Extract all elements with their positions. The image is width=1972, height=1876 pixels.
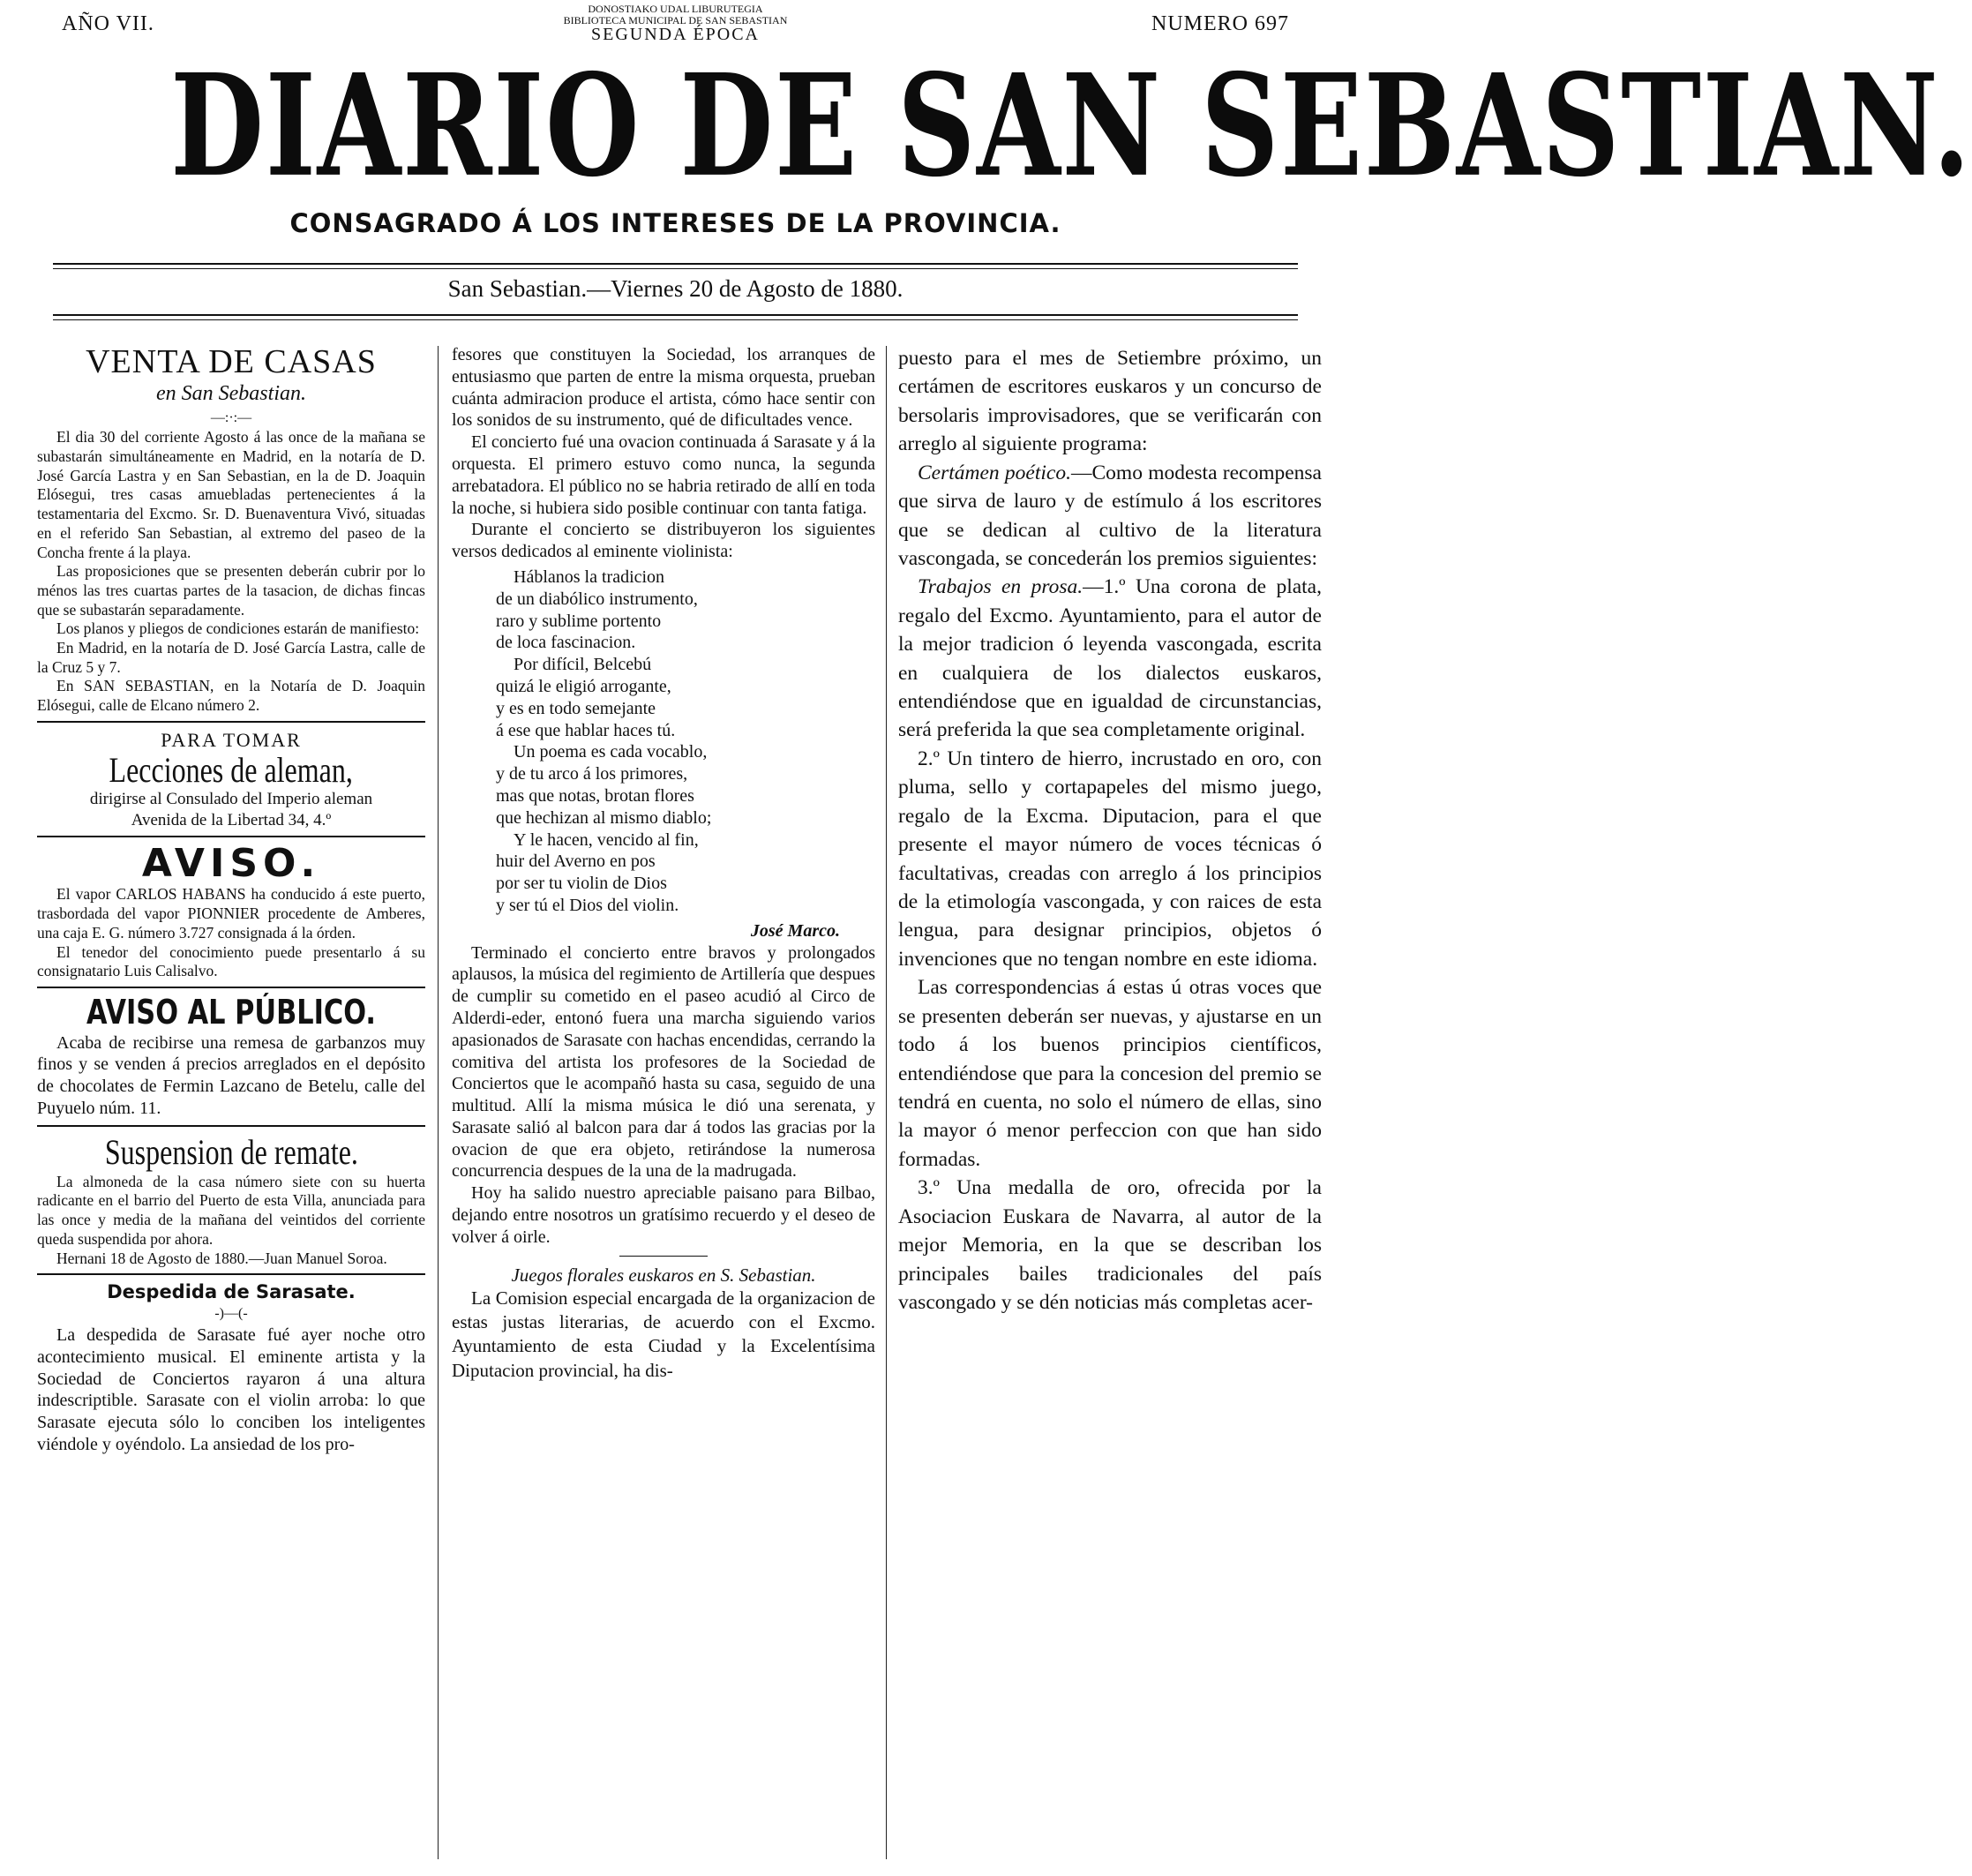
ad-venta-casas-paragraph: En SAN SEBASTIAN, en la Notaría de D. Joaquin Elósegui, calle de Elcano número 2. — [37, 677, 425, 714]
newspaper-subtitle: CONSAGRADO Á LOS INTERESES DE LA PROVINCIA. — [289, 208, 1061, 238]
ad-remate-paragraph: Hernani 18 de Agosto de 1880.—Juan Manuel Soroa. — [56, 1249, 387, 1267]
archive-line-2: BIBLIOTECA MUNICIPAL DE SAN SEBASTIAN — [563, 14, 788, 26]
ad-aviso-publico-paragraph: Acaba de recibirse una remesa de garbanzos muy finos y se venden á precios arreglados en el depósito de chocolates de Fermin Lazcano de Betelu, calle del Puyuelo núm. 11. — [37, 1032, 425, 1118]
poem-line: á ese que hablar haces tú. — [496, 720, 676, 740]
article-paragraph: 3.º Una medalla de oro, ofrecida por la Asociacion Euskara de Navarra, al autor de la mejor Memoria, en la que se describan los principales bailes tradicionales del país vascongado y se dén noticias más completas acer- — [898, 1176, 1322, 1314]
article-sarasate-title: Despedida de Sarasate. — [107, 1281, 356, 1303]
juegos-florales-title: Juegos florales euskaros en S. Sebastian. — [511, 1264, 816, 1286]
article-paragraph: puesto para el mes de Setiembre próximo, un certámen de escritores euskaros y un concurso de bersolaris improvisadores, que se verificarán con arreglo al siguiente programa: — [898, 347, 1322, 456]
article-sarasate-paragraph: La despedida de Sarasate fué ayer noche otro acontecimiento musical. El eminente artista y la Sociedad de Conciertos rayaron á una altura indescriptible. Sarasate con el violin arroba: lo que Sarasate ejecuta sólo lo conciben los inteligentes viéndole y oyéndolo. La ansiedad de los pro- — [37, 1325, 425, 1455]
poem-line: por ser tu violin de Dios — [496, 874, 667, 894]
ad-remate-paragraph: La almoneda de la casa número siete con su huerta radicante en el barrio del Puerto de esta Villa, anunciada para las once y media de la mañana del veintidos del corriente queda suspendida por ahora. — [37, 1172, 425, 1248]
article-paragraph: Terminado el concierto entre bravos y prolongados aplausos, la música del regimiento de Artillería que despues de cumplir su cometido en el paseo acudió al Circo de Alderdi-eder, entonó fuera una marcha siguiendo varios apasionados de Sarasate con hachas encendidas, cerrando la comitiva del artista los profesores de la Sociedad de Conciertos que le acompañó hasta su casa, seguido de una multitud. Allí la misma música le dió una serenata, y Sarasate salió al balcon para dar á todos las gracias por la ovacion de que era objeto, retirándose la numerosa concurrencia despues de la una de la madrugada. — [452, 942, 875, 1182]
article-paragraph: 2.º Un tintero de hierro, incrustado en oro, con pluma, sello y cortapapeles del mismo juego, regalo de la Excma. Diputacion, para el que presente el mayor número de voces técnicas ó facultativas, creadas con arreglo á los principios de la etimología vascongada, y con raices de esta lengua, para designar principios, objetos ó invenciones que no tengan nombre en este idioma. — [898, 747, 1322, 971]
poem-line: Y le hacen, vencido al fin, — [514, 829, 699, 850]
poem-author: José Marco. — [750, 920, 840, 941]
article-paragraph: La Comision especial encargada de la organizacion de estas justas literarias, de acuerdo con el Excmo. Ayuntamiento de esta Ciudad y la Excelentísima Diputacion provincial, ha dis- — [452, 1287, 875, 1381]
dateline: San Sebastian.—Viernes 20 de Agosto de 1880. — [447, 275, 904, 302]
ornament-divider: -)—(- — [214, 1306, 248, 1322]
ornament-divider: —:·:— — [210, 409, 252, 425]
header-rule-bottom-thin — [53, 319, 1298, 320]
article-paragraph: Las correspondencias á estas ú otras voces que se presenten deberán ser nuevas, y ajustarse en un todo á los buenos principios científicos, entendiéndose que para la concesion del premio se tendrá en cuenta, no solo el número de ellas, sino la mayor ó menor perfeccion con que han sido formadas. — [898, 976, 1322, 1171]
article-paragraph: El concierto fué una ovacion continuada á Sarasate y á la orquesta. El primero estuvo como nunca, la segunda arrebatadora. El público no se habria retirado de allí en toda la noche, si hubiera sido posible continuar con tanta fatiga. — [452, 432, 875, 518]
column-rule-1 — [438, 346, 439, 1859]
ad-aviso-paragraph: El tenedor del conocimiento puede presentarlo á su consignatario Luis Calisalvo. — [37, 942, 425, 980]
ad-venta-casas-subtitle: en San Sebastian. — [156, 381, 306, 405]
ad-remate-title: Suspension de remate. — [104, 1131, 358, 1172]
article-paragraph: —1.º Una corona de plata, regalo del Excmo. Ayuntamiento, para el autor de la mejor tradicion ó leyenda vascongada, escrita en cualquiera de los dialectos euskaros, entendiéndose que en igualdad de circunstancias, será preferida la que sea completamente original. — [898, 575, 1322, 742]
poem-line: raro y sublime portento — [496, 611, 662, 631]
epoch-label: SEGUNDA ÉPOCA — [590, 25, 761, 44]
poem-line: Un poema es cada vocablo, — [514, 742, 708, 762]
column-rule-2 — [886, 346, 887, 1859]
article-paragraph: Hoy ha salido nuestro apreciable paisano para Bilbao, dejando entre nosotros un gratísimo recuerdo y el deseo de volver á oirle. — [452, 1183, 875, 1247]
archive-stamp — [0, 4, 1351, 42]
trabajos-prosa-lead: Trabajos en prosa. — [918, 575, 1083, 599]
section-divider — [619, 1256, 708, 1257]
article-paragraph: fesores que constituyen la Sociedad, los arranques de entusiasmo que parten de entre la misma orquesta, prueban cuánta admiracion produce el artista, cómo hace sentir con los sonidos de su instrumento, qué de dificultades vence. — [452, 345, 875, 431]
column-2 — [452, 344, 875, 1383]
poem-line: quizá le eligió arrogante, — [496, 676, 671, 696]
year-label: AÑO VII. — [62, 12, 154, 35]
ad-aviso-publico-title: AVISO AL PÚBLICO. — [86, 992, 376, 1032]
ad-aleman-title: Lecciones de aleman, — [109, 749, 354, 790]
column-3 — [898, 344, 1322, 1317]
column-1 — [37, 344, 425, 1456]
poem-line: de loca fascinacion. — [496, 633, 636, 653]
ad-separator — [37, 1273, 425, 1275]
ad-aviso-title: AVISO. — [141, 841, 321, 887]
poem-line: huir del Averno en pos — [496, 852, 656, 872]
ad-venta-casas-title: VENTA DE CASAS — [86, 343, 377, 380]
header-rule-top — [53, 263, 1298, 265]
archive-line-1: DONOSTIAKO UDAL LIBURUTEGIA — [588, 3, 763, 15]
ad-aleman-line: dirigirse al Consulado del Imperio aleman — [89, 789, 373, 808]
poem-line: mas que notas, brotan flores — [496, 785, 694, 806]
ad-venta-casas-paragraph: Las proposiciones que se presenten deberán cubrir por lo ménos las tres cuartas partes de la tasacion, de dichas fincas que se subastarán separadamente. — [37, 562, 425, 619]
ad-venta-casas-paragraph: Los planos y pliegos de condiciones estarán de manifiesto: — [56, 619, 420, 638]
ad-separator — [37, 836, 425, 837]
poem-line: y es en todo semejante — [496, 698, 656, 718]
ad-separator — [37, 987, 425, 988]
poem-line: y de tu arco á los primores, — [496, 764, 688, 784]
header-rule-bottom — [53, 314, 1298, 316]
ad-aleman-pretitle: PARA TOMAR — [161, 728, 302, 751]
poem — [452, 567, 875, 917]
article-paragraph: Durante el concierto se distribuyeron los siguientes versos dedicados al eminente violinista: — [452, 520, 875, 562]
ad-separator — [37, 721, 425, 723]
ad-venta-casas-paragraph: El dia 30 del corriente Agosto á las once de la mañana se subastarán simultáneamente en Madrid, en la notaría de D. José García Lastra y en San Sebastian, en la de D. Joaquin Elósegui, tres casas amuebladas pertenecientes á la testamentaria del Excmo. Sr. D. Buenaventura Vivó, situadas en el referido San Sebastian, al extremo del paseo de la Concha frente á la playa. — [37, 428, 425, 561]
ad-venta-casas-paragraph: En Madrid, en la notaría de D. José García Lastra, calle de la Cruz 5 y 7. — [37, 638, 425, 676]
poem-line: de un diabólico instrumento, — [496, 589, 698, 609]
poem-line: y ser tú el Dios del violin. — [496, 895, 679, 915]
issue-number: NUMERO 697 — [1151, 12, 1289, 35]
newspaper-title: DIARIO DE SAN SEBASTIAN. — [170, 44, 1972, 208]
poem-line: que hechizan al mismo diablo; — [496, 807, 712, 828]
ad-aviso-paragraph: El vapor CARLOS HABANS ha conducido á este puerto, trasbordada del vapor PIONNIER procedente de Amberes, una caja E. G. número 3.727 consignada á la órden. — [37, 885, 425, 942]
article-paragraph: —Como modesta recompensa que sirva de lauro y de estímulo á los escritores que se dedican al cultivo de la literatura vascongada, se concederán los premios siguientes: — [898, 461, 1322, 570]
certamen-poetico-lead: Certámen poético. — [918, 461, 1071, 484]
poem-line: Por difícil, Belcebú — [514, 655, 652, 675]
poem-line: Háblanos la tradicion — [514, 567, 665, 587]
ad-aleman-line: Avenida de la Libertad 34, 4.º — [131, 810, 332, 829]
ad-separator — [37, 1125, 425, 1127]
header-rule-top-thin — [53, 268, 1298, 269]
